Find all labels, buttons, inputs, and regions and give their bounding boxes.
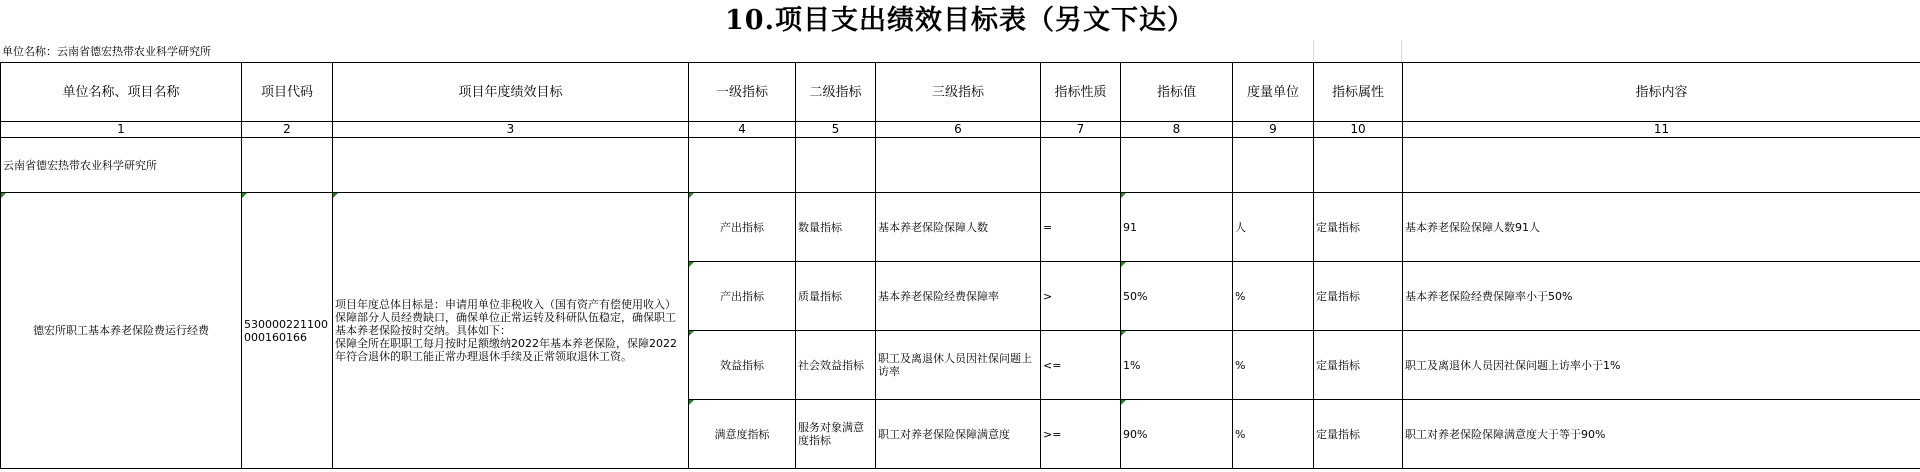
column-number: 2	[242, 122, 333, 138]
empty-cell	[1403, 138, 1920, 193]
unit-name-cell: 云南省德宏热带农业科学研究所	[1, 138, 242, 193]
indicator-attribute-cell: 定量指标	[1314, 193, 1403, 262]
project-code-cell: 530000221100000160166	[242, 193, 333, 469]
measure-unit-cell: %	[1233, 331, 1314, 400]
indicator-content-cell: 职工对养老保险保障满意度大于等于90%	[1403, 400, 1920, 469]
column-number: 11	[1403, 122, 1920, 138]
level1-indicator-cell: 产出指标	[689, 262, 796, 331]
level2-indicator-cell: 数量指标	[796, 193, 876, 262]
header-cell: 单位名称、项目名称	[1, 63, 242, 122]
column-number: 10	[1314, 122, 1403, 138]
level1-indicator-cell: 产出指标	[689, 193, 796, 262]
gridline	[1313, 40, 1314, 62]
header-cell: 二级指标	[796, 63, 876, 122]
level2-indicator-cell: 社会效益指标	[796, 331, 876, 400]
column-number: 6	[876, 122, 1041, 138]
empty-cell	[1041, 138, 1121, 193]
level2-indicator-cell: 服务对象满意度指标	[796, 400, 876, 469]
indicator-nature-cell: >	[1041, 262, 1121, 331]
header-cell: 项目代码	[242, 63, 333, 122]
header-cell: 项目年度绩效目标	[333, 63, 689, 122]
level1-indicator-cell: 满意度指标	[689, 400, 796, 469]
measure-unit-cell: 人	[1233, 193, 1314, 262]
level1-indicator-cell: 效益指标	[689, 331, 796, 400]
indicator-content-cell: 基本养老保险经费保障率小于50%	[1403, 262, 1920, 331]
empty-cell	[689, 138, 796, 193]
column-number: 5	[796, 122, 876, 138]
indicator-attribute-cell: 定量指标	[1314, 262, 1403, 331]
empty-cell	[1314, 138, 1403, 193]
level3-indicator-cell: 职工及离退休人员因社保问题上访率	[876, 331, 1041, 400]
header-row	[1, 63, 1920, 122]
performance-target-table	[0, 62, 1920, 469]
header-cell: 度量单位	[1233, 63, 1314, 122]
column-number-row	[1, 122, 1920, 138]
indicator-nature-cell: >=	[1041, 400, 1121, 469]
indicator-value-cell: 91	[1121, 193, 1233, 262]
empty-cell	[796, 138, 876, 193]
empty-cell	[1233, 138, 1314, 193]
project-name-cell: 德宏所职工基本养老保险费运行经费	[1, 193, 242, 469]
table-row	[1, 193, 1920, 262]
project-goal-cell: 项目年度总体目标是：申请用单位非税收入（国有资产有偿使用收入）保障部分人员经费缺口，确保单位正常运转及科研队伍稳定，确保职工基本养老保险按时交纳。具体如下： 保障全所在职职工每月按时足额缴纳2022年基本养老保险，保障2022年符合退休的职工能正常办理退休手续及正常领取退休工资。	[333, 193, 689, 469]
gridline	[1401, 40, 1402, 62]
level3-indicator-cell: 基本养老保险经费保障率	[876, 262, 1041, 331]
unit-name-line: 单位名称：云南省德宏热带农业科学研究所	[2, 45, 211, 58]
header-cell: 指标性质	[1041, 63, 1121, 122]
empty-cell	[242, 138, 333, 193]
header-cell: 三级指标	[876, 63, 1041, 122]
unit-row	[1, 138, 1920, 193]
column-number: 8	[1121, 122, 1233, 138]
indicator-attribute-cell: 定量指标	[1314, 400, 1403, 469]
level3-indicator-cell: 基本养老保险保障人数	[876, 193, 1041, 262]
column-number: 1	[1, 122, 242, 138]
level2-indicator-cell: 质量指标	[796, 262, 876, 331]
page-title: 10.项目支出绩效目标表（另文下达）	[725, 5, 1195, 36]
header-cell: 指标值	[1121, 63, 1233, 122]
measure-unit-cell: %	[1233, 262, 1314, 331]
indicator-value-cell: 50%	[1121, 262, 1233, 331]
empty-cell	[333, 138, 689, 193]
indicator-content-cell: 基本养老保险保障人数91人	[1403, 193, 1920, 262]
column-number: 7	[1041, 122, 1121, 138]
level3-indicator-cell: 职工对养老保险保障满意度	[876, 400, 1041, 469]
indicator-attribute-cell: 定量指标	[1314, 331, 1403, 400]
header-cell: 一级指标	[689, 63, 796, 122]
column-number: 9	[1233, 122, 1314, 138]
header-cell: 指标内容	[1403, 63, 1920, 122]
column-number: 4	[689, 122, 796, 138]
header-cell: 指标属性	[1314, 63, 1403, 122]
indicator-content-cell: 职工及离退休人员因社保问题上访率小于1%	[1403, 331, 1920, 400]
measure-unit-cell: %	[1233, 400, 1314, 469]
indicator-value-cell: 1%	[1121, 331, 1233, 400]
empty-cell	[876, 138, 1041, 193]
empty-cell	[1121, 138, 1233, 193]
column-number: 3	[333, 122, 689, 138]
indicator-nature-cell: =	[1041, 193, 1121, 262]
indicator-value-cell: 90%	[1121, 400, 1233, 469]
indicator-nature-cell: <=	[1041, 331, 1121, 400]
